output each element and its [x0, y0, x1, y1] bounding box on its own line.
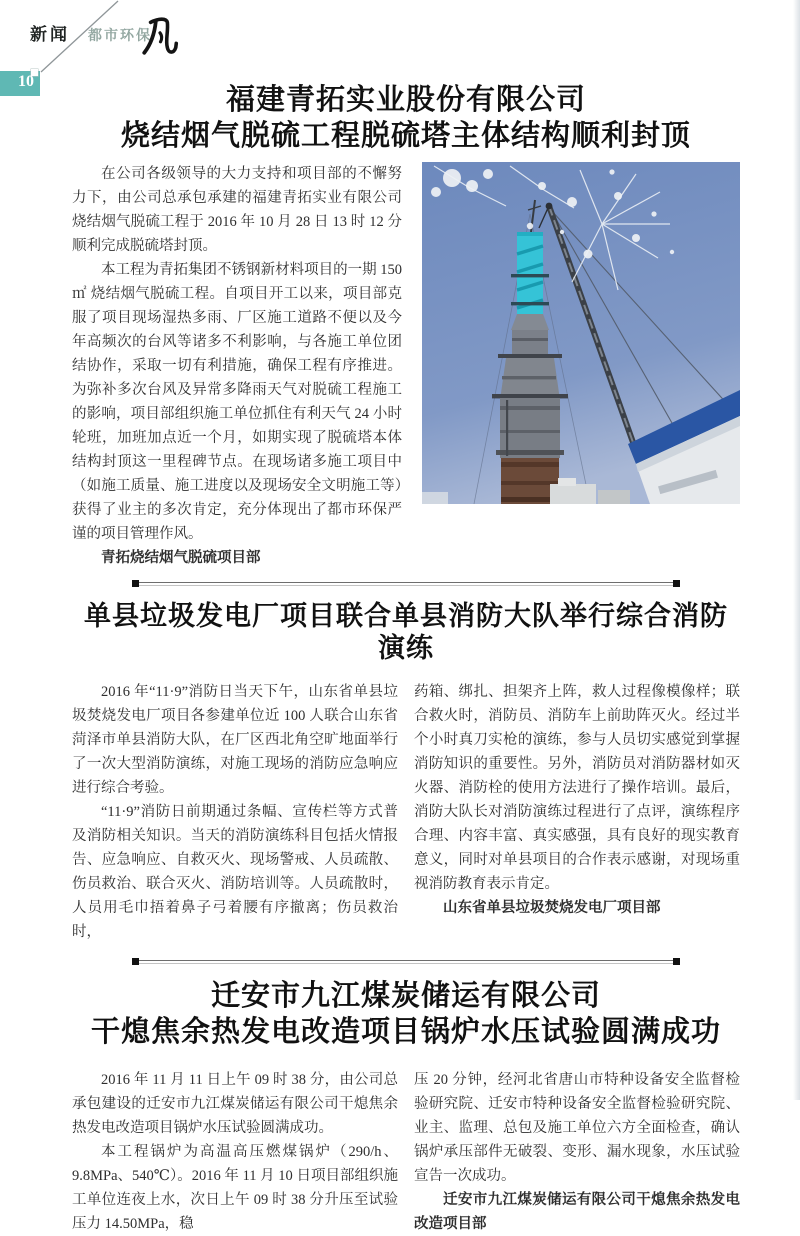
article-3-right-column — [414, 1068, 740, 1236]
article-divider — [132, 958, 680, 965]
divider-rule — [139, 582, 673, 586]
article-3-left-column — [72, 1068, 398, 1236]
article-3-title — [72, 978, 740, 1050]
masthead-title: 都市环保 — [88, 27, 152, 43]
article-3-paragraph: 本工程锅炉为高温高压燃煤锅炉（290/h、9.8MPa、540℃）。2016 年 11 月 10 日项目部组织施工单位连夜上水，次日上午 09 时 38 分升压至试验压力 14.50MPa，稳 — [72, 1144, 398, 1232]
article-3-paragraph: 压 20 分钟，经河北省唐山市特种设备安全监督检验研究院、迁安市特种设备安全监督检验研究院、业主、监理、总包及施工单位六方全面检查，确认锅炉承压部件无破裂、变形、漏水现象，水压试验宣告一次成功。 — [414, 1072, 740, 1184]
article-2-paragraph: 2016 年“11·9”消防日当天下午，山东省单县垃圾焚烧发电厂项目各参建单位近 100 人联合山东省菏泽市单县消防大队，在厂区西北角空旷地面举行了一次大型消防演练，对施工现场的消防应急响应进行综合考验。 — [72, 684, 398, 796]
article-1-byline: 青拓烧结烟气脱硫项目部 — [101, 550, 261, 566]
divider-end-square — [673, 958, 680, 965]
divider-end-square — [132, 958, 139, 965]
article-2-right-column — [414, 680, 740, 944]
article-1-title — [72, 82, 740, 154]
article-3 — [72, 978, 740, 1236]
article-3-paragraph: 2016 年 11 月 11 日上午 09 时 38 分，由公司总承包建设的迁安市九江煤炭储运有限公司干熄焦余热发电改造项目锅炉水压试验圆满成功。 — [72, 1072, 398, 1136]
article-2-paragraph: 药箱、绑扎、担架齐上阵，救人过程像模像样；联合救火时，消防员、消防车上前助阵灭火。经过半个小时真刀实枪的演练，参与人员切实感觉到掌握消防知识的重要性。另外，消防员对消防器材如灭火器、消防栓的使用方法进行了操作培训。最后，消防大队长对消防演练过程进行了点评，演练程序合理、内容丰富、真实感强，具有良好的现实教育意义，同时对单县项目的合作表示感谢，对现场重视消防教育表示肯定。 — [414, 684, 740, 892]
article-2-paragraph: “11·9”消防日前期通过条幅、宣传栏等方式普及消防相关知识。当天的消防演练科目包括火情报告、应急响应、自救灭火、现场警戒、人员疏散、伤员救治、联合灭火、消防培训等。人员疏散时，人员用毛巾捂着鼻子弓着腰有序撤离；伤员救治时， — [72, 804, 398, 940]
article-2-byline: 山东省单县垃圾焚烧发电厂项目部 — [443, 900, 661, 916]
page-number-box — [0, 71, 40, 96]
article-3-title-line2: 干熄焦余热发电改造项目锅炉水压试验圆满成功 — [90, 1016, 721, 1048]
article-3-byline: 迁安市九江煤炭储运有限公司干熄焦余热发电改造项目部 — [414, 1192, 740, 1232]
article-2-left-column — [72, 680, 398, 944]
article-divider — [132, 580, 680, 587]
article-1-title-line2: 烧结烟气脱硫工程脱硫塔主体结构顺利封顶 — [120, 120, 691, 152]
article-1-body — [72, 162, 402, 570]
page-scan-edge — [793, 0, 800, 1100]
page-content — [72, 0, 740, 1236]
article-3-title-line1: 迁安市九江煤炭储运有限公司 — [210, 980, 601, 1012]
section-label: 新闻 — [30, 25, 70, 44]
tower-topping-photo — [422, 162, 740, 504]
page-number: 10 — [18, 73, 34, 90]
article-1-title-line1: 福建青拓实业股份有限公司 — [225, 84, 586, 116]
article-1 — [72, 82, 740, 570]
divider-end-square — [673, 580, 680, 587]
divider-rule — [139, 960, 673, 964]
article-2 — [72, 600, 740, 944]
article-1-paragraph: 本工程为青拓集团不锈钢新材料项目的一期 150㎡ 烧结烟气脱硫工程。自项目开工以来，项目部克服了项目现场湿热多雨、厂区施工道路不便以及今年高频次的台风等诸多不利影响，与各施工单位团结协作，采取一切有利措施，确保工程有序推进。为弥补多次台风及异常多降雨天气对脱硫工程施工的影响，项目部组织施工单位抓住有利天气 24 小时轮班，加班加点近一个月，如期实现了脱硫塔本体结构封顶这一里程碑节点。在现场诸多施工项目中（如施工质量、施工进度以及现场安全文明施工等）获得了业主的多次肯定，充分体现出了都市环保严谨的项目管理作风。 — [72, 262, 402, 542]
divider-end-square — [132, 580, 139, 587]
article-1-paragraph: 在公司各级领导的大力支持和项目部的不懈努力下，由公司总承包承建的福建青拓实业有限公司烧结烟气脱硫工程于 2016 年 10 月 28 日 13 时 12 分顺利完成脱硫塔封顶。 — [72, 166, 402, 254]
article-2-title: 单县垃圾发电厂项目联合单县消防大队举行综合消防演练 — [84, 601, 728, 663]
